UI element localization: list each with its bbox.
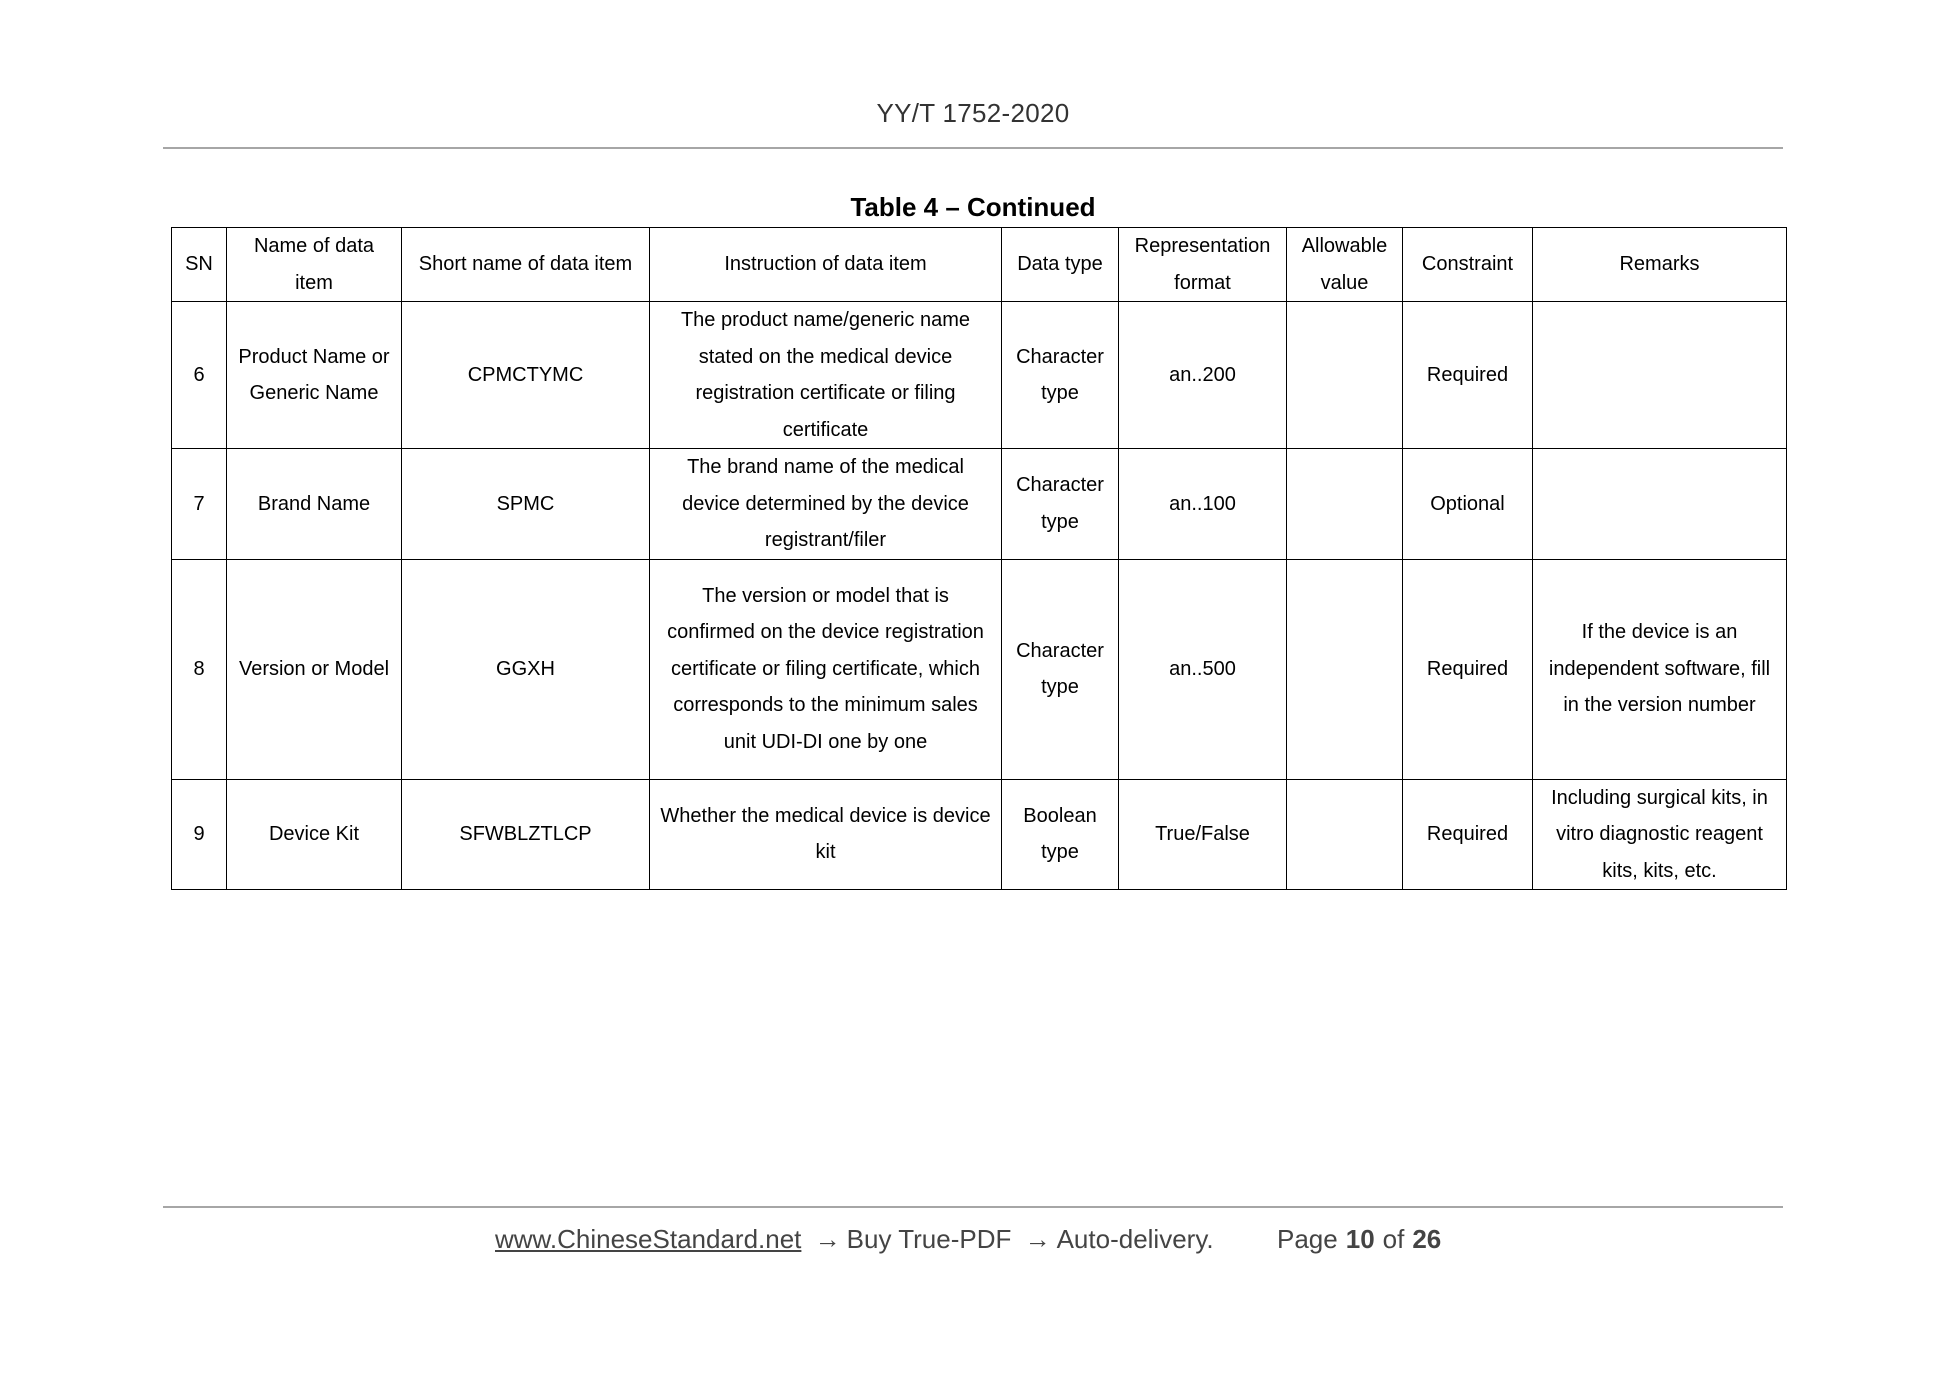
cell-format: an..100 [1119, 449, 1287, 560]
arrow-right-icon: → [814, 1224, 841, 1254]
page-total: 26 [1412, 1224, 1442, 1254]
auto-delivery-text: Auto-delivery. [1056, 1224, 1214, 1254]
table-row [172, 559, 1787, 779]
col-header-remarks: Remarks [1533, 228, 1787, 302]
cell-instruction: The product name/generic name stated on the medical device registration certificate or filing certificate [650, 302, 1002, 449]
cell-allowable-value [1287, 302, 1403, 449]
cell-allowable-value [1287, 779, 1403, 890]
cell-instruction: The brand name of the medical device determined by the device registrant/filer [650, 449, 1002, 560]
cell-sn: 7 [172, 449, 227, 560]
cell-sn: 9 [172, 779, 227, 890]
cell-remarks [1533, 449, 1787, 560]
table-header-row [172, 228, 1787, 302]
col-header-name: Name of data item [227, 228, 402, 302]
cell-format: an..200 [1119, 302, 1287, 449]
cell-instruction: Whether the medical device is device kit [650, 779, 1002, 890]
cell-sn: 6 [172, 302, 227, 449]
cell-short-name: SPMC [402, 449, 650, 560]
cell-sn: 8 [172, 559, 227, 779]
cell-format: True/False [1119, 779, 1287, 890]
cell-data-type: Boolean type [1002, 779, 1119, 890]
arrow-right-icon: → [1024, 1224, 1051, 1254]
page-current: 10 [1345, 1224, 1375, 1254]
cell-name: Product Name or Generic Name [227, 302, 402, 449]
col-header-allowable-value: Allowable value [1287, 228, 1403, 302]
footer-divider [163, 1206, 1783, 1208]
cell-short-name: SFWBLZTLCP [402, 779, 650, 890]
header-divider [163, 147, 1783, 149]
col-header-constraint: Constraint [1403, 228, 1533, 302]
website-link[interactable]: www.ChineseStandard.net [495, 1224, 802, 1254]
of-label: of [1382, 1224, 1405, 1254]
cell-constraint: Required [1403, 559, 1533, 779]
cell-remarks: Including surgical kits, in vitro diagnostic reagent kits, kits, etc. [1533, 779, 1787, 890]
cell-constraint: Required [1403, 779, 1533, 890]
table-caption: Table 4 – Continued [850, 192, 1096, 222]
cell-remarks: If the device is an independent software, fill in the version number [1533, 559, 1787, 779]
table-row [172, 449, 1787, 560]
page-label: Page [1277, 1224, 1338, 1254]
cell-remarks [1533, 302, 1787, 449]
document-id: YY/T 1752-2020 [876, 98, 1070, 128]
cell-allowable-value [1287, 449, 1403, 560]
cell-short-name: CPMCTYMC [402, 302, 650, 449]
cell-data-type: Character type [1002, 449, 1119, 560]
col-header-format: Representation format [1119, 228, 1287, 302]
cell-format: an..500 [1119, 559, 1287, 779]
col-header-instruction: Instruction of data item [650, 228, 1002, 302]
cell-allowable-value [1287, 559, 1403, 779]
page-indicator [1277, 1224, 1449, 1255]
cell-instruction: The version or model that is confirmed on the device registration certificate or filing certificate, which corresponds to the minimum sales unit UDI-DI one by one [650, 559, 1002, 779]
cell-constraint: Required [1403, 302, 1533, 449]
table-row [172, 302, 1787, 449]
col-header-sn: SN [172, 228, 227, 302]
cell-name: Device Kit [227, 779, 402, 890]
data-items-table [171, 227, 1787, 890]
cell-name: Version or Model [227, 559, 402, 779]
cell-data-type: Character type [1002, 302, 1119, 449]
cell-constraint: Optional [1403, 449, 1533, 560]
table-row [172, 779, 1787, 890]
buy-pdf-text: Buy True-PDF [846, 1224, 1012, 1254]
col-header-short-name: Short name of data item [402, 228, 650, 302]
footer-promo [495, 1224, 1214, 1255]
col-header-data-type: Data type [1002, 228, 1119, 302]
cell-data-type: Character type [1002, 559, 1119, 779]
cell-short-name: GGXH [402, 559, 650, 779]
cell-name: Brand Name [227, 449, 402, 560]
